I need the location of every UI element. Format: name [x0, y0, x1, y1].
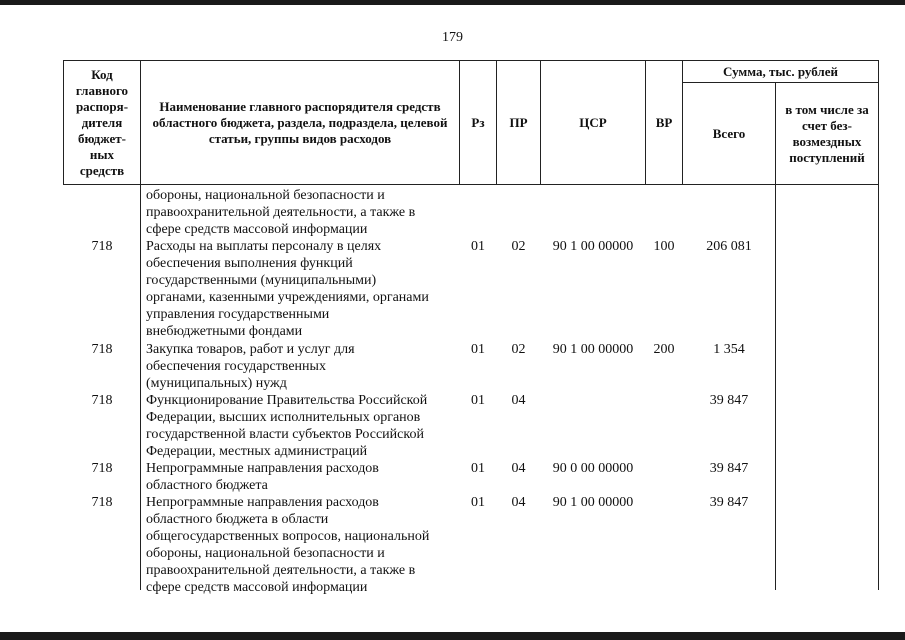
row-total: 39 847 — [709, 461, 749, 476]
row-rz: 01 — [471, 393, 485, 408]
row-code: 718 — [91, 342, 113, 357]
header-name: Наименование главного распорядителя средств областного бюджета, раздела, подраздела, целевой статьи, группы видов расходов — [140, 60, 460, 185]
row-code: 718 — [91, 239, 113, 254]
row-total: 39 847 — [709, 393, 749, 408]
row-name: Функционирование Правительства Российской Федерации, высших исполнительных органов государственной власти субъектов Российской Федерации, местных администраций — [146, 393, 428, 459]
row-csr: 90 1 00 00000 — [552, 342, 634, 357]
row-csr: 90 1 00 00000 — [552, 495, 634, 510]
header-total: Всего — [682, 82, 776, 185]
top-border — [0, 0, 905, 5]
column-rule — [775, 185, 776, 590]
row-rz: 01 — [471, 461, 485, 476]
header-csr: ЦСР — [540, 60, 646, 185]
header-incl: в том числе за счет без-возмездных поступлений — [775, 82, 879, 185]
header-code: Код главного распоря- дителя бюджет- ных средств — [63, 60, 141, 185]
row-code: 718 — [91, 461, 113, 476]
page-number: 179 — [442, 30, 463, 45]
row-csr: 90 1 00 00000 — [552, 239, 634, 254]
row-code: 718 — [91, 495, 113, 510]
header-rz: Рз — [459, 60, 497, 185]
row-pr: 02 — [511, 342, 526, 357]
header-vr: ВР — [645, 60, 683, 185]
row-total: 206 081 — [706, 239, 752, 254]
column-rule — [140, 185, 141, 590]
row-rz: 01 — [471, 495, 485, 510]
row-pr: 04 — [511, 461, 526, 476]
row-pr: 02 — [511, 239, 526, 254]
row-pr: 04 — [511, 393, 526, 408]
row-name: Закупка товаров, работ и услуг для обеспечения государственных (муниципальных) нужд — [146, 342, 355, 391]
row-name: Расходы на выплаты персоналу в целях обеспечения выполнения функций государственными (муниципальными) органами, казенными учреждениями, органами управления государственными внебюджетными фондами — [146, 239, 429, 339]
row-pr: 04 — [511, 495, 526, 510]
row-code: 718 — [91, 393, 113, 408]
row-vr: 100 — [653, 239, 675, 254]
row-name: обороны, национальной безопасности и правоохранительной деятельности, а также в сфере средств массовой информации — [146, 188, 416, 237]
header-pr: ПР — [496, 60, 541, 185]
row-name: Непрограммные направления расходов областного бюджета — [146, 461, 379, 493]
bottom-border — [0, 632, 905, 640]
header-sum: Сумма, тыс. рублей — [682, 60, 879, 83]
row-rz: 01 — [471, 342, 485, 357]
row-rz: 01 — [471, 239, 485, 254]
row-total: 1 354 — [713, 342, 745, 357]
row-vr: 200 — [653, 342, 675, 357]
row-name: Непрограммные направления расходов областного бюджета в области общегосударственных вопросов, национальной обороны, национальной безопасности и правоохранительной деятельности, а также в сфере средств массовой информации — [146, 495, 430, 595]
row-total: 39 847 — [709, 495, 749, 510]
column-rule — [878, 185, 879, 590]
row-csr: 90 0 00 00000 — [552, 461, 634, 476]
